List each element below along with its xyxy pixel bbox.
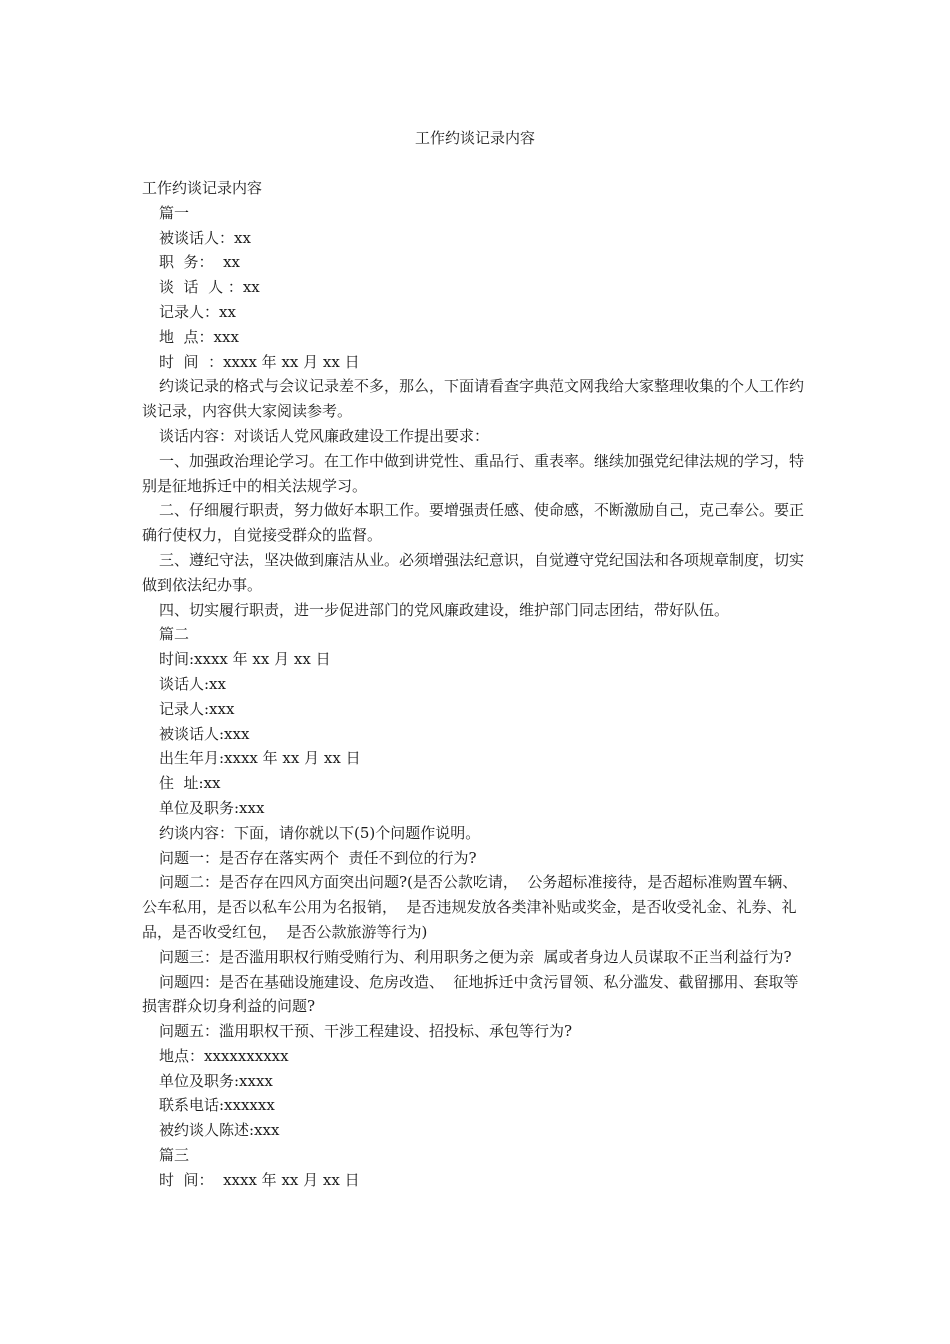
section-heading: 篇二 bbox=[159, 625, 190, 644]
paragraph: 被谈话人:xxx bbox=[159, 724, 250, 743]
section-heading: 篇三 bbox=[159, 1146, 190, 1165]
paragraph: 约谈内容：下面，请你就以下(5)个问题作说明。 bbox=[159, 823, 481, 842]
paragraph: 二、仔细履行职责，努力做好本职工作。要增强责任感、使命感，不断激励自己，克己奉公。要正确行使权力，自觉接受群众的监督。 bbox=[142, 501, 805, 545]
paragraph: 工作约谈记录内容 bbox=[142, 179, 263, 197]
paragraph: 一、加强政治理论学习。在工作中做到讲党性、重品行、重表率。继续加强党纪律法规的学习，特别是征地拆迁中的相关法规学习。 bbox=[142, 451, 805, 495]
paragraph: 联系电话:xxxxxx bbox=[159, 1096, 275, 1115]
document-body bbox=[142, 176, 810, 1193]
paragraph: 住 址:xx bbox=[159, 774, 221, 793]
paragraph: 地 点：xxx bbox=[159, 327, 239, 346]
paragraph: 问题四：是否在基础设施建设、危房改造、 征地拆迁中贪污冒领、私分滥发、截留挪用、套取等损害群众切身利益的问题? bbox=[142, 972, 799, 1016]
section-heading: 篇一 bbox=[159, 203, 190, 222]
paragraph: 问题一：是否存在落实两个 责任不到位的行为? bbox=[159, 848, 477, 867]
paragraph: 四、切实履行职责，进一步促进部门的党风廉政建设，维护部门同志团结，带好队伍。 bbox=[159, 600, 730, 619]
paragraph: 谈 话 人 ：xx bbox=[159, 278, 260, 297]
paragraph: 出生年月:xxxx 年 xx 月 xx 日 bbox=[159, 749, 361, 768]
paragraph: 记录人：xx bbox=[159, 302, 236, 321]
paragraph: 时 间： xxxx 年 xx 月 xx 日 bbox=[159, 1170, 360, 1189]
document-title: 工作约谈记录内容 bbox=[414, 129, 535, 147]
paragraph: 谈话人:xx bbox=[159, 674, 226, 693]
paragraph: 三、遵纪守法，坚决做到廉洁从业。必须增强法纪意识，自觉遵守党纪国法和各项规章制度，切实做到依法纪办事。 bbox=[142, 550, 805, 594]
paragraph: 问题三：是否滥用职权行贿受贿行为、利用职务之便为亲 属或者身边人员谋取不正当利益行为? bbox=[159, 947, 792, 966]
paragraph: 被约谈人陈述:xxx bbox=[159, 1121, 280, 1140]
paragraph: 地点：xxxxxxxxxx bbox=[159, 1046, 289, 1065]
paragraph: 约谈记录的格式与会议记录差不多，那么，下面请看查字典范文网我给大家整理收集的个人工作约谈记录，内容供大家阅读参考。 bbox=[142, 377, 805, 421]
paragraph: 问题五：滥用职权干预、干涉工程建设、招投标、承包等行为? bbox=[159, 1022, 573, 1041]
paragraph: 时 间 ：xxxx 年 xx 月 xx 日 bbox=[159, 352, 360, 371]
paragraph: 记录人:xxx bbox=[159, 699, 235, 718]
paragraph: 被谈话人：xx bbox=[159, 228, 251, 247]
paragraph: 单位及职务:xxxx bbox=[159, 1071, 273, 1090]
paragraph: 职 务： xx bbox=[159, 253, 240, 272]
paragraph: 谈话内容：对谈话人党风廉政建设工作提出要求： bbox=[159, 426, 490, 445]
paragraph: 时间:xxxx 年 xx 月 xx 日 bbox=[159, 650, 331, 669]
paragraph: 问题二：是否存在四风方面突出问题?(是否公款吃请， 公务超标准接待，是否超标准购置车辆、公车私用，是否以私车公用为名报销， 是否违规发放各类津补贴或奖金，是否收受礼金、礼券、礼品，是否收受红包， 是否公款旅游等行为) bbox=[142, 873, 798, 941]
paragraph: 单位及职务:xxx bbox=[159, 798, 265, 817]
